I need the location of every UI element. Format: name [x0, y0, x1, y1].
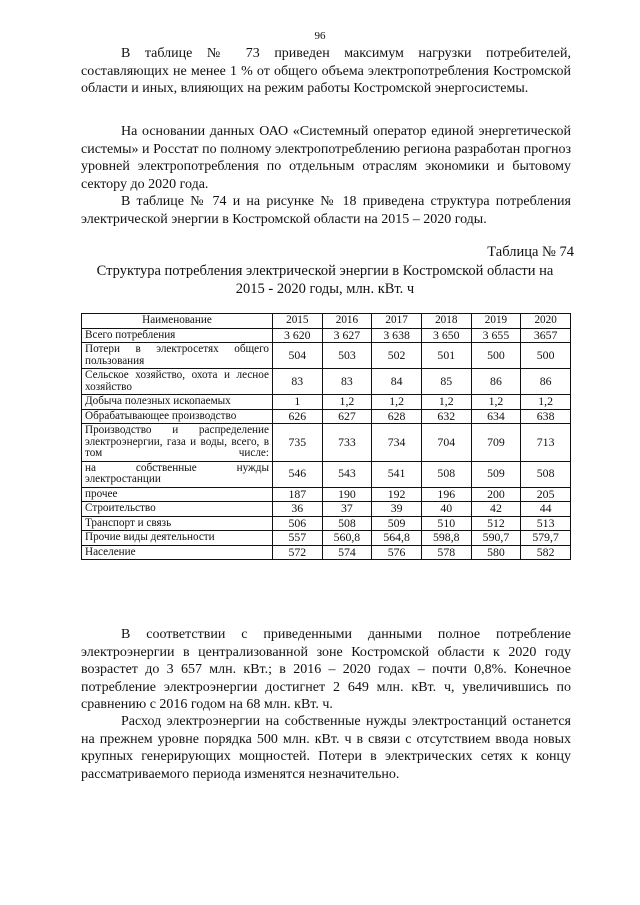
value-cell-2017: 84	[372, 369, 422, 395]
paragraph-own-needs-conclusion: Расход электроэнергии на собственные нужды электростанций останется на прежнем уровне порядка 500 млн. кВт. ч в связи с отсутствием ввода новых крупных генерирующих мощностей. Потери в электрических сетях к концу рассматриваемого периода изменятся незначительно.	[81, 714, 571, 782]
header-year-2015: 2015	[273, 314, 323, 329]
header-year-2019: 2019	[471, 314, 521, 329]
value-cell-2018: 196	[421, 487, 471, 502]
value-cell-2017: 39	[372, 502, 422, 517]
value-cell-2019: 86	[471, 369, 521, 395]
header-year-2017: 2017	[372, 314, 422, 329]
value-cell-2018: 632	[421, 409, 471, 424]
value-cell-2016: 1,2	[322, 395, 372, 410]
table-row	[82, 545, 571, 560]
value-cell-2019: 709	[471, 424, 521, 462]
header-name: Наименование	[82, 314, 273, 329]
value-cell-2017: 628	[372, 409, 422, 424]
value-cell-2017: 3 638	[372, 328, 422, 343]
table-row	[82, 424, 571, 462]
table-caption-line1: Структура потребления электрической энергии в Костромской области на	[96, 263, 554, 279]
value-cell-2016: 508	[322, 516, 372, 531]
table-row	[82, 487, 571, 502]
value-cell-2015: 557	[273, 531, 323, 546]
value-cell-2019: 634	[471, 409, 521, 424]
value-cell-2015: 506	[273, 516, 323, 531]
paragraph-forecast-basis: На основании данных ОАО «Системный оператор единой энергетической системы» и Росстат по полному электропотреблению региона разработан прогноз уровней электропотребления по отдельным отраслям экономики и бытовому сектору до 2020 года.	[81, 124, 571, 192]
value-cell-2016: 560,8	[322, 531, 372, 546]
value-cell-2020: 508	[521, 461, 571, 487]
value-cell-2015: 187	[273, 487, 323, 502]
value-cell-2020: 713	[521, 424, 571, 462]
value-cell-2018: 510	[421, 516, 471, 531]
table-row	[82, 409, 571, 424]
value-cell-2019: 3 655	[471, 328, 521, 343]
value-cell-2018: 598,8	[421, 531, 471, 546]
value-cell-2017: 541	[372, 461, 422, 487]
value-cell-2020: 205	[521, 487, 571, 502]
paragraph-table74-intro: В таблице № 74 и на рисунке № 18 приведена структура потребления электрической энергии в Костромской области на 2015 – 2020 годы.	[81, 194, 571, 227]
value-cell-2017: 564,8	[372, 531, 422, 546]
value-cell-2016: 3 627	[322, 328, 372, 343]
value-cell-2020: 513	[521, 516, 571, 531]
table-caption-line2: 2015 - 2020 годы, млн. кВт. ч	[235, 281, 415, 297]
table-header-row	[82, 314, 571, 329]
row-name-cell: Прочие виды деятельности	[82, 531, 273, 546]
value-cell-2020: 1,2	[521, 395, 571, 410]
paragraph-consumption-conclusion: В соответствии с приведенными данными полное потребление электроэнергии в централизованной зоне Костромской области к 2020 году возрастет до 3 657 млн. кВт.; в 2016 – 2020 годах – почти 0,8%. Конечное потребление электроэнергии достигнет 2 649 млн. кВт. ч, увеличившись по сравнению с 2016 годом на 68 млн. кВт. ч.	[81, 627, 571, 712]
table-caption	[70, 262, 580, 298]
value-cell-2017: 192	[372, 487, 422, 502]
header-year-2018: 2018	[421, 314, 471, 329]
value-cell-2019: 580	[471, 545, 521, 560]
value-cell-2020: 579,7	[521, 531, 571, 546]
table-row	[82, 502, 571, 517]
value-cell-2018: 1,2	[421, 395, 471, 410]
value-cell-2020: 500	[521, 343, 571, 369]
value-cell-2018: 501	[421, 343, 471, 369]
value-cell-2016: 83	[322, 369, 372, 395]
value-cell-2020: 3657	[521, 328, 571, 343]
value-cell-2016: 543	[322, 461, 372, 487]
header-year-2016: 2016	[322, 314, 372, 329]
value-cell-2019: 590,7	[471, 531, 521, 546]
value-cell-2016: 627	[322, 409, 372, 424]
value-cell-2015: 546	[273, 461, 323, 487]
row-name-cell: Население	[82, 545, 273, 560]
row-name-cell: Сельское хозяйство, охота и лесное хозяйство	[82, 369, 273, 395]
row-name-cell: на собственные нужды электростанции	[82, 461, 273, 487]
value-cell-2016: 503	[322, 343, 372, 369]
value-cell-2020: 44	[521, 502, 571, 517]
value-cell-2019: 42	[471, 502, 521, 517]
consumption-structure-table	[81, 313, 571, 560]
value-cell-2015: 572	[273, 545, 323, 560]
table-row	[82, 395, 571, 410]
value-cell-2015: 36	[273, 502, 323, 517]
value-cell-2017: 1,2	[372, 395, 422, 410]
table-row	[82, 531, 571, 546]
row-name-cell: Транспорт и связь	[82, 516, 273, 531]
value-cell-2020: 638	[521, 409, 571, 424]
value-cell-2019: 509	[471, 461, 521, 487]
row-name-cell: Всего потребления	[82, 328, 273, 343]
value-cell-2018: 85	[421, 369, 471, 395]
value-cell-2019: 1,2	[471, 395, 521, 410]
value-cell-2018: 508	[421, 461, 471, 487]
table-row	[82, 516, 571, 531]
value-cell-2018: 704	[421, 424, 471, 462]
value-cell-2017: 509	[372, 516, 422, 531]
value-cell-2017: 502	[372, 343, 422, 369]
table-row	[82, 461, 571, 487]
value-cell-2019: 512	[471, 516, 521, 531]
value-cell-2018: 3 650	[421, 328, 471, 343]
value-cell-2019: 200	[471, 487, 521, 502]
value-cell-2015: 626	[273, 409, 323, 424]
row-name-cell: Производство и распределение электроэнергии, газа и воды, всего, в том числе:	[82, 424, 273, 462]
table-row	[82, 369, 571, 395]
value-cell-2015: 3 620	[273, 328, 323, 343]
row-name-cell: Строительство	[82, 502, 273, 517]
value-cell-2019: 500	[471, 343, 521, 369]
value-cell-2015: 735	[273, 424, 323, 462]
header-year-2020: 2020	[521, 314, 571, 329]
value-cell-2017: 576	[372, 545, 422, 560]
table-body	[82, 328, 571, 560]
value-cell-2016: 574	[322, 545, 372, 560]
value-cell-2020: 86	[521, 369, 571, 395]
value-cell-2017: 734	[372, 424, 422, 462]
row-name-cell: Добыча полезных ископаемых	[82, 395, 273, 410]
value-cell-2015: 504	[273, 343, 323, 369]
value-cell-2015: 83	[273, 369, 323, 395]
table-row	[82, 328, 571, 343]
row-name-cell: Обрабатывающее производство	[82, 409, 273, 424]
value-cell-2020: 582	[521, 545, 571, 560]
row-name-cell: прочее	[82, 487, 273, 502]
value-cell-2015: 1	[273, 395, 323, 410]
row-name-cell: Потери в электросетях общего пользования	[82, 343, 273, 369]
table-number-label: Таблица № 74	[487, 244, 574, 260]
table-row	[82, 343, 571, 369]
value-cell-2016: 733	[322, 424, 372, 462]
value-cell-2016: 37	[322, 502, 372, 517]
value-cell-2018: 578	[421, 545, 471, 560]
page-number: 96	[314, 30, 326, 42]
value-cell-2016: 190	[322, 487, 372, 502]
value-cell-2018: 40	[421, 502, 471, 517]
paragraph-table73-intro: В таблице № 73 приведен максимум нагрузки потребителей, составляющих не менее 1 % от общего объема электропотребления Костромской области и иных, влияющих на режим работы Костромской энергосистемы.	[81, 46, 571, 96]
